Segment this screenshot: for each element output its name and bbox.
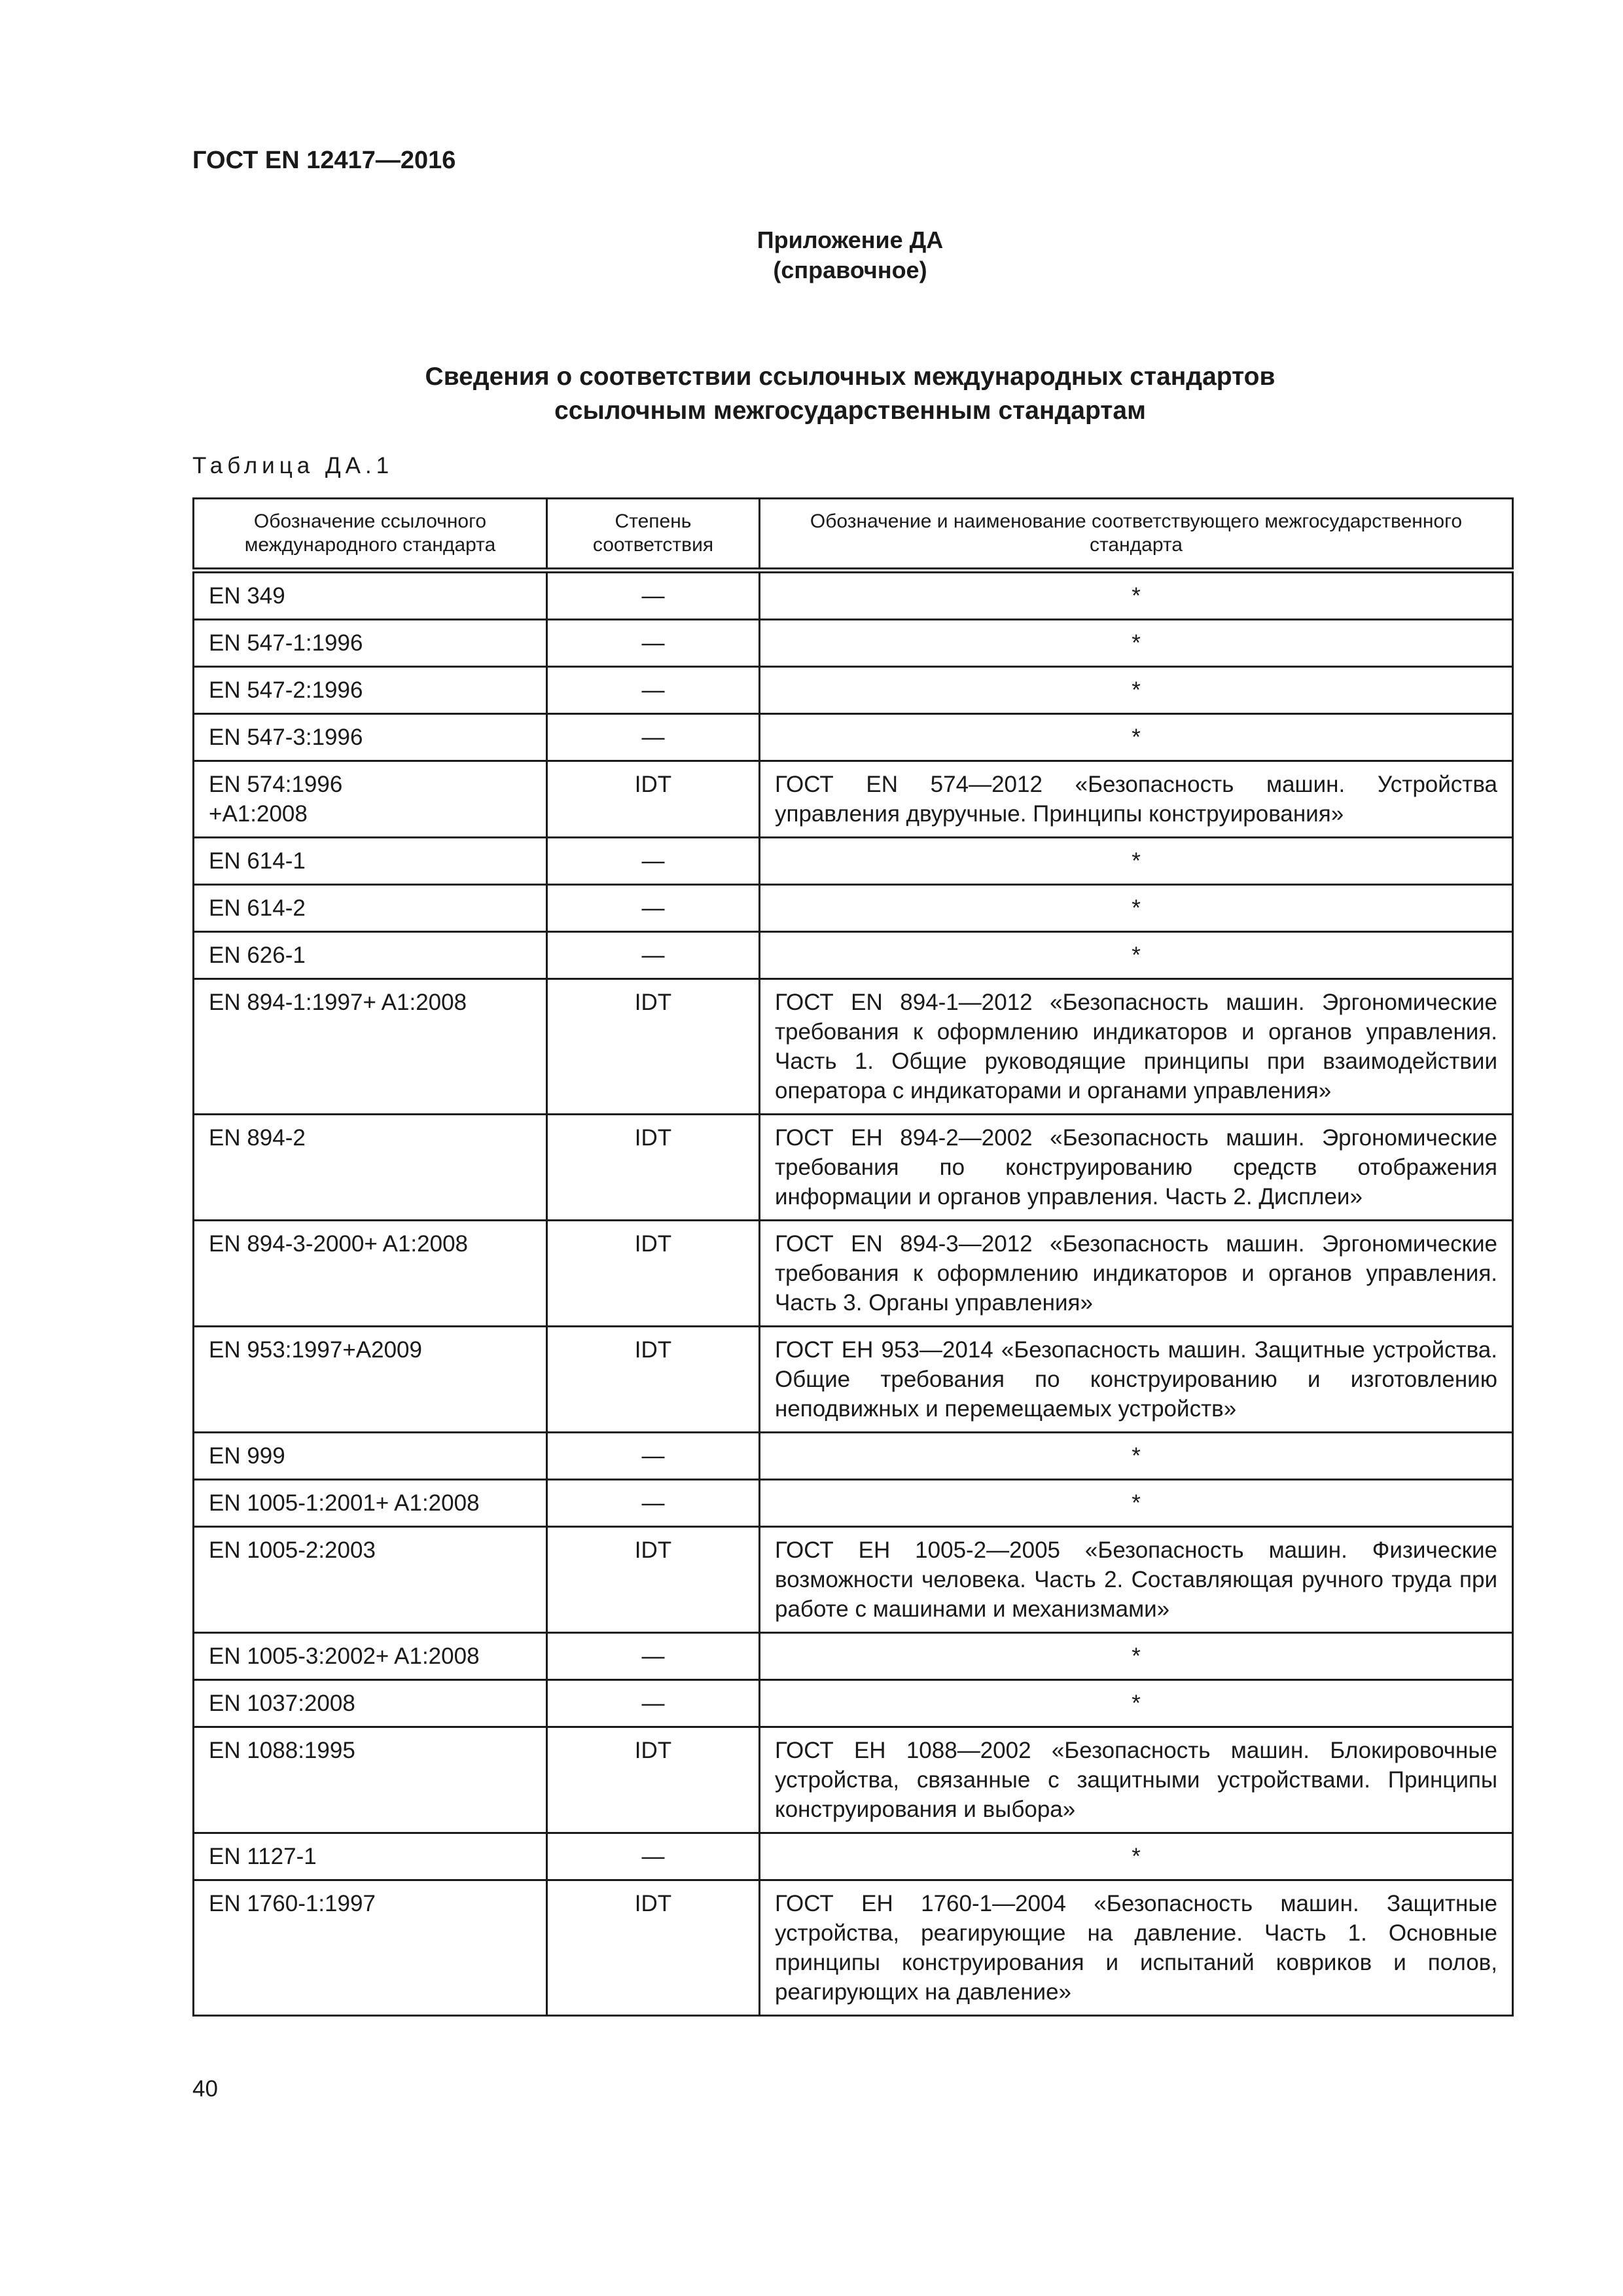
appendix-title: Приложение ДА xyxy=(757,226,944,253)
cell-degree: IDT xyxy=(547,1221,760,1327)
cell-degree: — xyxy=(547,620,760,667)
cell-degree: IDT xyxy=(547,1880,760,2016)
header-international-standard: Обозначение ссылочного международного стандарта xyxy=(194,499,547,571)
section-title-line1: Сведения о соответствии ссылочных международных стандартов xyxy=(425,363,1275,391)
table-row xyxy=(194,1480,1513,1527)
cell-interstate-standard: * xyxy=(760,1433,1513,1480)
cell-degree: — xyxy=(547,932,760,979)
cell-interstate-standard: * xyxy=(760,1680,1513,1727)
cell-international-standard: EN 574:1996 +A1:2008 xyxy=(194,761,547,838)
cell-interstate-standard: ГОСТ ЕН 953—2014 «Безопасность машин. Защитные устройства. Общие требования по конструированию и изготовлению неподвижных и перемещаемых устройств» xyxy=(760,1327,1513,1433)
cell-interstate-standard: * xyxy=(760,571,1513,620)
table-row xyxy=(194,714,1513,761)
cell-international-standard: EN 999 xyxy=(194,1433,547,1480)
cell-degree: — xyxy=(547,838,760,885)
cell-interstate-standard: ГОСТ ЕН 1088—2002 «Безопасность машин. Блокировочные устройства, связанные с защитными устройствами. Принципы конструирования и выбора» xyxy=(760,1727,1513,1833)
cell-international-standard: EN 1127-1 xyxy=(194,1833,547,1880)
cell-degree: IDT xyxy=(547,1327,760,1433)
cell-international-standard: EN 1088:1995 xyxy=(194,1727,547,1833)
header-degree: Степень соответствия xyxy=(547,499,760,571)
cell-international-standard: EN 626-1 xyxy=(194,932,547,979)
cell-degree: — xyxy=(547,714,760,761)
cell-international-standard: EN 547-1:1996 xyxy=(194,620,547,667)
table-row xyxy=(194,1115,1513,1221)
table-row xyxy=(194,667,1513,714)
cell-international-standard: EN 547-3:1996 xyxy=(194,714,547,761)
section-title-line2: ссылочным межгосударственным стандартам xyxy=(554,397,1146,425)
section-title xyxy=(0,360,1623,428)
table-row xyxy=(194,1833,1513,1880)
table-row xyxy=(194,1433,1513,1480)
table-body xyxy=(194,571,1513,2016)
table-row xyxy=(194,1680,1513,1727)
table-row xyxy=(194,1527,1513,1633)
cell-interstate-standard: * xyxy=(760,885,1513,932)
table-row xyxy=(194,932,1513,979)
cell-degree: — xyxy=(547,885,760,932)
cell-degree: IDT xyxy=(547,979,760,1115)
table-row xyxy=(194,761,1513,838)
table-row xyxy=(194,571,1513,620)
cell-interstate-standard: * xyxy=(760,1833,1513,1880)
table-row xyxy=(194,1221,1513,1327)
cell-interstate-standard: ГОСТ ЕН 1005-2—2005 «Безопасность машин. Физические возможности человека. Часть 2. Составляющая ручного труда при работе с машинами и механизмами» xyxy=(760,1527,1513,1633)
table-row xyxy=(194,620,1513,667)
document-code: ГОСТ EN 12417—2016 xyxy=(192,147,456,174)
cell-international-standard: EN 614-1 xyxy=(194,838,547,885)
cell-international-standard: EN 1005-1:2001+ A1:2008 xyxy=(194,1480,547,1527)
appendix-type: (справочное) xyxy=(773,257,927,283)
table-row xyxy=(194,1633,1513,1680)
table-row xyxy=(194,1327,1513,1433)
cell-international-standard: EN 894-1:1997+ A1:2008 xyxy=(194,979,547,1115)
cell-international-standard: EN 1005-2:2003 xyxy=(194,1527,547,1633)
cell-interstate-standard: * xyxy=(760,667,1513,714)
table-row xyxy=(194,1880,1513,2016)
correspondence-table xyxy=(192,497,1514,2017)
cell-interstate-standard: ГОСТ ЕН 894-2—2002 «Безопасность машин. Эргономические требования по конструированию средств отображения информации и органов управления. Часть 2. Дисплеи» xyxy=(760,1115,1513,1221)
cell-international-standard: EN 1005-3:2002+ A1:2008 xyxy=(194,1633,547,1680)
table-header-row xyxy=(194,499,1513,571)
table-row xyxy=(194,979,1513,1115)
cell-degree: IDT xyxy=(547,1727,760,1833)
cell-interstate-standard: * xyxy=(760,1480,1513,1527)
cell-degree: — xyxy=(547,1633,760,1680)
cell-international-standard: EN 894-3-2000+ A1:2008 xyxy=(194,1221,547,1327)
cell-degree: — xyxy=(547,571,760,620)
cell-degree: — xyxy=(547,1833,760,1880)
cell-interstate-standard: * xyxy=(760,932,1513,979)
cell-interstate-standard: ГОСТ EN 574—2012 «Безопасность машин. Устройства управления двуручные. Принципы конструирования» xyxy=(760,761,1513,838)
cell-degree: — xyxy=(547,1680,760,1727)
cell-interstate-standard: * xyxy=(760,714,1513,761)
cell-degree: — xyxy=(547,1480,760,1527)
cell-interstate-standard: * xyxy=(760,838,1513,885)
cell-interstate-standard: * xyxy=(760,1633,1513,1680)
table-row xyxy=(194,1727,1513,1833)
table-row xyxy=(194,885,1513,932)
cell-international-standard: EN 953:1997+A2009 xyxy=(194,1327,547,1433)
cell-international-standard: EN 1037:2008 xyxy=(194,1680,547,1727)
page-number: 40 xyxy=(192,2076,218,2102)
cell-international-standard: EN 614-2 xyxy=(194,885,547,932)
table-row xyxy=(194,838,1513,885)
cell-international-standard: EN 349 xyxy=(194,571,547,620)
cell-degree: IDT xyxy=(547,761,760,838)
cell-interstate-standard: * xyxy=(760,620,1513,667)
cell-degree: — xyxy=(547,667,760,714)
cell-international-standard: EN 894-2 xyxy=(194,1115,547,1221)
cell-degree: — xyxy=(547,1433,760,1480)
cell-interstate-standard: ГОСТ ЕН 1760-1—2004 «Безопасность машин. Защитные устройства, реагирующие на давление. Часть 1. Основные принципы конструирования и испытаний ковриков и полов, реагирующих на давление» xyxy=(760,1880,1513,2016)
table-label: Таблица ДА.1 xyxy=(192,453,394,478)
cell-international-standard: EN 547-2:1996 xyxy=(194,667,547,714)
cell-interstate-standard: ГОСТ EN 894-3—2012 «Безопасность машин. Эргономические требования к оформлению индикаторов и органов управления. Часть 3. Органы управления» xyxy=(760,1221,1513,1327)
cell-degree: IDT xyxy=(547,1527,760,1633)
cell-degree: IDT xyxy=(547,1115,760,1221)
cell-interstate-standard: ГОСТ EN 894-1—2012 «Безопасность машин. Эргономические требования к оформлению индикаторов и органов управления. Часть 1. Общие руководящие принципы при взаимодействии оператора с индикаторами и органами управления» xyxy=(760,979,1513,1115)
header-interstate-standard: Обозначение и наименование соответствующего межгосударственного стандарта xyxy=(760,499,1513,571)
cell-international-standard: EN 1760-1:1997 xyxy=(194,1880,547,2016)
